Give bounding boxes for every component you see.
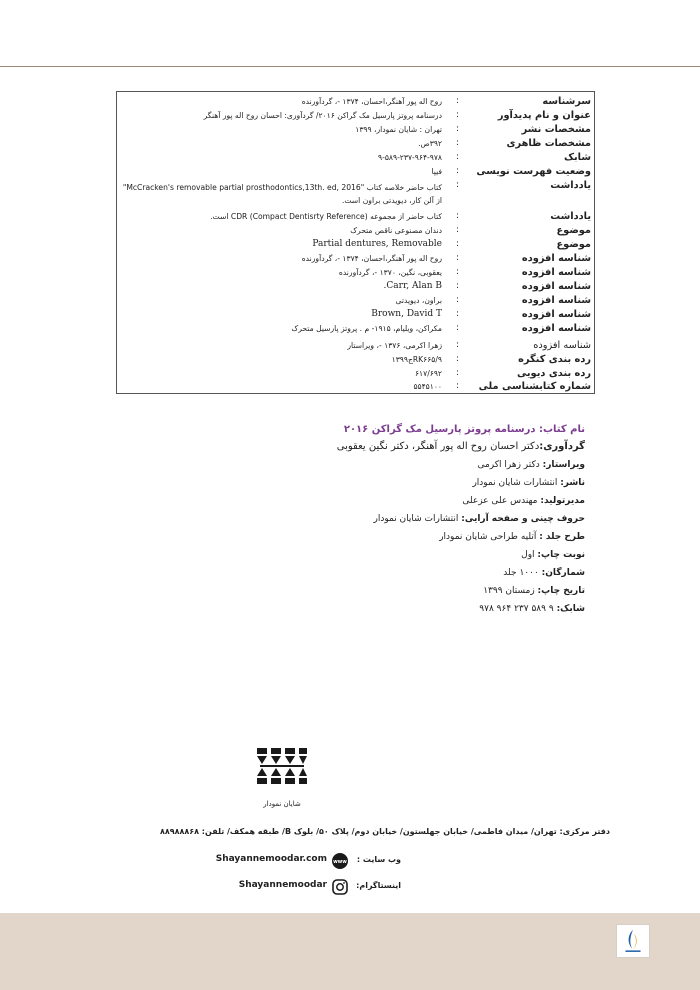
instagram-icon xyxy=(331,878,349,896)
info-key: حروف چینی و صفحه آرایی: xyxy=(461,514,585,524)
cip-colon: : xyxy=(455,180,459,190)
info-key: شمارگان: xyxy=(541,568,585,578)
cip-row xyxy=(117,152,594,166)
cip-row xyxy=(117,295,594,309)
cip-colon: : xyxy=(455,340,459,350)
cip-colon: : xyxy=(455,354,459,364)
page-header-band xyxy=(0,0,700,66)
info-line xyxy=(185,568,585,578)
cip-label: یادداشت xyxy=(550,180,591,191)
info-key: تاریخ چاپ: xyxy=(537,586,585,596)
cip-row xyxy=(117,253,594,267)
cip-value: ۵۵۴۵۱۰۰ xyxy=(413,382,442,391)
cip-label: رده بندی کنگره xyxy=(518,354,591,365)
instagram-row xyxy=(206,877,401,897)
cip-row xyxy=(117,239,594,253)
info-line xyxy=(185,586,585,596)
cip-row xyxy=(117,110,594,124)
info-line xyxy=(185,550,585,560)
publisher-logo xyxy=(255,746,309,786)
info-line xyxy=(185,460,585,470)
cip-row xyxy=(117,368,594,382)
cip-value: Partial dentures, Removable xyxy=(312,239,442,249)
cip-label: شناسه افزوده xyxy=(521,253,591,264)
cip-value: ۳۹۲ص. xyxy=(418,139,442,148)
cip-value: کتاب حاضر خلاصه کتاب "McCracken's removable partial prosthodontics,13th. ed, 2016" از آلن کار، دیویدتی براون است. xyxy=(122,183,442,205)
cip-label: مشخصات نشر xyxy=(521,124,591,135)
footer-badge xyxy=(616,924,650,958)
cip-colon: : xyxy=(455,225,459,235)
info-value: اول xyxy=(521,550,538,560)
info-value: آتلیه طراحی شایان نمودار xyxy=(439,532,540,542)
cip-colon: : xyxy=(455,124,459,134)
cip-record-box xyxy=(116,91,595,394)
info-key: مدیرتولید: xyxy=(540,496,585,506)
book-title: درسنامه پروتز پارسیل مک گراکن ۲۰۱۶ xyxy=(343,424,539,435)
cip-row xyxy=(117,124,594,138)
info-value: ۹ ۵۸۹ ۲۳۷ ۹۶۴ ۹۷۸ xyxy=(479,604,557,614)
cip-colon: : xyxy=(455,381,459,391)
office-address: دفتر مرکزی: تهران/ میدان فاطمی/ خیابان جهلستون/ خیابان دوم/ پلاک ۵۰/ بلوک B/ طبقه همکف/ تلفن: ۸۸۹۸۸۸۶۸ xyxy=(159,827,610,836)
info-value: انتشارات شایان نمودار xyxy=(472,478,561,488)
cip-label: شناسه افزوده xyxy=(521,295,591,306)
instagram-link[interactable]: Shayannemoodar xyxy=(238,880,327,890)
info-line xyxy=(185,496,585,506)
website-row xyxy=(206,851,401,871)
cip-row xyxy=(117,267,594,281)
cip-colon: : xyxy=(455,253,459,263)
info-value: دکتر زهرا اکرمی xyxy=(477,460,543,470)
info-value: ۱۰۰۰ جلد xyxy=(503,568,542,578)
publisher-mark-icon xyxy=(617,925,649,957)
logo-caption: شایان نمودار xyxy=(263,800,301,808)
cip-value: مکراکن، ویلیام، ۱۹۱۵- م . پروتز پارسیل متحرک xyxy=(291,324,442,333)
info-line xyxy=(185,441,585,452)
cip-value: Carr, Alan B. xyxy=(383,281,442,291)
website-label: وب سایت : xyxy=(356,855,401,864)
cip-colon: : xyxy=(455,295,459,305)
cip-row xyxy=(117,340,594,354)
cip-value: دندان مصنوعی ناقص متحرک xyxy=(350,226,442,235)
cip-colon: : xyxy=(455,239,459,249)
cip-label: شابک xyxy=(563,152,591,163)
info-key: نوبت چاپ: xyxy=(537,550,585,560)
info-key: ویراستار: xyxy=(542,460,585,470)
cip-label: مشخصات ظاهری xyxy=(506,138,591,149)
cip-label: شناسه افزوده xyxy=(521,309,591,320)
book-title-line xyxy=(185,424,585,435)
cip-row xyxy=(117,309,594,323)
page-footer-band xyxy=(0,913,700,990)
cip-row xyxy=(117,354,594,368)
info-value: انتشارات شایان نمودار xyxy=(373,514,462,524)
cip-label: شماره کتابشناسی ملی xyxy=(478,381,591,392)
info-line xyxy=(185,478,585,488)
cip-value: روح اله پور آهنگر،احسان، ۱۳۷۴ -، گردآورنده xyxy=(301,254,442,263)
svg-text:www: www xyxy=(333,859,347,865)
info-key: شابک: xyxy=(556,604,585,614)
cip-label: رده بندی دیویی xyxy=(516,368,591,379)
cip-value: براون، دیویدتی xyxy=(395,296,442,305)
cip-value: درسنامه پروتز پارسیل مک گراکن ۲۰۱۶/ گردآوری: احسان روح اله پور آهنگر xyxy=(203,111,442,120)
cip-value: یعقوبی، نگین، ۱۳۷۰ -، گردآورنده xyxy=(338,268,442,277)
info-value: زمستان ۱۳۹۹ xyxy=(483,586,538,596)
info-key: نام کتاب: xyxy=(538,424,585,435)
cip-colon: : xyxy=(455,138,459,148)
cip-value: ۶۱۷/۶۹۲ xyxy=(414,369,442,378)
cip-colon: : xyxy=(455,211,459,221)
info-key: گردآوری: xyxy=(539,441,585,452)
cip-row xyxy=(117,180,594,208)
cip-colon: : xyxy=(455,96,459,106)
cip-value: فیپا xyxy=(431,167,442,176)
web-globe-icon xyxy=(331,852,349,870)
cip-label: شناسه افزوده xyxy=(521,323,591,334)
cip-row xyxy=(117,281,594,295)
cip-row xyxy=(117,381,594,395)
header-divider xyxy=(0,66,700,67)
cip-value: زهرا اکرمی، ۱۳۷۶ -، ویراستار xyxy=(347,341,442,350)
cip-colon: : xyxy=(455,368,459,378)
cip-colon: : xyxy=(455,281,459,291)
cip-colon: : xyxy=(455,309,459,319)
cip-value: تهران : شایان نمودار، ۱۳۹۹ xyxy=(355,125,442,134)
cip-label: شناسه افزوده xyxy=(521,281,591,292)
instagram-label: اینستاگرام: xyxy=(356,881,401,890)
info-key: طرح جلد : xyxy=(539,532,585,542)
cip-colon: : xyxy=(455,166,459,176)
cip-label: عنوان و نام پدیدآور xyxy=(497,110,591,121)
cip-value: روح اله پور آهنگر،احسان، ۱۳۷۴ -، گردآورنده xyxy=(301,97,442,106)
cip-row xyxy=(117,225,594,239)
cip-label: سرشناسه xyxy=(542,96,591,107)
info-key: ناشر: xyxy=(560,478,585,488)
info-value: مهندس علی عزعلی xyxy=(462,496,541,506)
cip-label: یادداشت xyxy=(550,211,591,222)
cip-value: Brown, David T xyxy=(371,309,442,319)
info-line xyxy=(185,604,585,614)
cip-colon: : xyxy=(455,110,459,120)
cip-label: موضوع xyxy=(556,239,591,250)
cip-colon: : xyxy=(455,267,459,277)
cip-label: موضوع xyxy=(556,225,591,236)
cip-colon: : xyxy=(455,323,459,333)
cip-label: شناسه افزوده xyxy=(521,267,591,278)
cip-value: RK۶۶۵/۹ج۱۳۹۹ xyxy=(391,355,442,364)
cip-label: وضعیت فهرست نویسی xyxy=(476,166,591,177)
cip-row xyxy=(117,211,594,225)
cip-value: ۹-۵۸۹-۲۳۷-۹۶۴-۹۷۸ xyxy=(378,153,442,162)
info-line xyxy=(185,532,585,542)
cip-row xyxy=(117,138,594,152)
info-line xyxy=(185,514,585,524)
website-link[interactable]: Shayannemoodar.com xyxy=(215,854,327,864)
cip-value: کتاب حاضر از مجموعه (CDR (Compact Dentisrty Reference است. xyxy=(210,212,442,221)
cip-row xyxy=(117,323,594,337)
cip-colon: : xyxy=(455,152,459,162)
cip-row xyxy=(117,166,594,180)
info-value: دکتر احسان روح اله پور آهنگر، دکتر نگین یعقوبی xyxy=(336,441,540,452)
cip-label: شناسه افزوده xyxy=(533,340,591,351)
cip-row xyxy=(117,96,594,110)
